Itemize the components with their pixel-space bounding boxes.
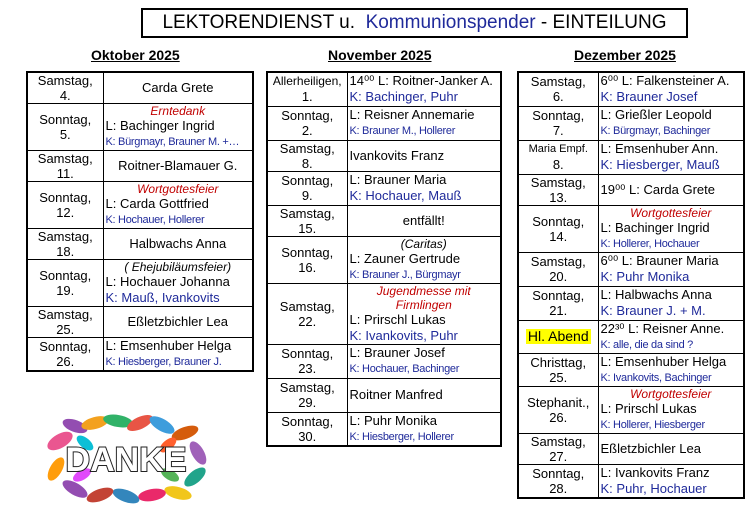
lector-line: L: Prirschl Lukas (349, 311, 446, 327)
date-cell (518, 205, 598, 252)
date-cell (267, 344, 347, 378)
reader-name: Ivankovits Franz (349, 147, 445, 163)
schedule-row (518, 72, 744, 106)
assignment-cell (347, 283, 501, 344)
communion-line: K: Bürgmayr, Bachinger (600, 125, 711, 137)
title-part-2: Kommunionspender (365, 12, 536, 33)
day-number: 16. (298, 259, 317, 275)
date-cell (518, 140, 598, 174)
communion-line: K: Puhr Monika (600, 269, 690, 284)
lector-line: L: Emsenhuber Helga (105, 338, 232, 353)
day-number: 27. (549, 448, 568, 464)
date-cell (27, 104, 103, 151)
day-number: 20. (549, 269, 568, 284)
november-schedule (266, 71, 502, 447)
assignment-cell (103, 151, 253, 182)
weekday-label: Sonntag, (532, 108, 585, 123)
assignment-cell (103, 229, 253, 260)
assignment-cell (347, 140, 501, 171)
schedule-row (267, 412, 501, 446)
communion-line: K: Puhr, Hochauer (600, 480, 707, 496)
date-cell (518, 433, 598, 464)
weekday-label: Samstag, (37, 229, 93, 244)
schedule-row (518, 252, 744, 286)
date-cell (518, 353, 598, 386)
lector-line: L: Carda Gottfried (105, 196, 209, 211)
schedule-row (27, 229, 253, 260)
lector-line: L: Halbwachs Anna (600, 287, 712, 302)
assignment-cell (347, 236, 501, 283)
reader-name: Eßletzbichler Lea (600, 440, 701, 456)
schedule-row (518, 140, 744, 174)
assignment-cell (598, 286, 744, 320)
day-number: 29. (298, 395, 317, 410)
schedule-row (267, 106, 501, 140)
date-cell (27, 338, 103, 372)
day-number: 7. (552, 123, 564, 138)
lector-line: 6⁰⁰ L: Falkensteiner A. (600, 73, 730, 89)
communion-line: K: Hiesberger, Hollerer (349, 430, 454, 443)
date-cell (518, 252, 598, 286)
weekday-label: Allerheiligen, (272, 74, 342, 89)
date-cell (518, 386, 598, 433)
event-note: Erntedank (150, 104, 206, 118)
reader-name: Eßletzbichler Lea (127, 314, 228, 329)
communion-line: K: Hochauer, Bachinger (349, 363, 460, 375)
assignment-cell (598, 464, 744, 498)
lector-line: L: Hochauer Johanna (105, 274, 230, 289)
schedule-row (518, 320, 744, 353)
reader-name: Roitner Manfred (349, 387, 443, 402)
assignment-cell (347, 412, 501, 446)
weekday-label: Sonntag, (532, 465, 585, 481)
date-cell (27, 307, 103, 338)
assignment-cell (347, 205, 501, 236)
schedule-row (267, 344, 501, 378)
title-part-3: - EINTEILUNG (535, 12, 667, 33)
reader-name: Roitner-Blamauer G. (118, 158, 238, 173)
date-cell (27, 72, 103, 104)
weekday-label: Sonntag, (39, 268, 92, 283)
communion-line: K: Bürgmayr, Brauner M. +… (105, 136, 240, 148)
lector-line: 6⁰⁰ L: Brauner Maria (600, 253, 719, 268)
schedule-row (27, 151, 253, 182)
assignment-cell (598, 386, 744, 433)
lector-line: L: Grießler Leopold (600, 107, 712, 122)
lector-line: L: Reisner Annemarie (349, 107, 475, 122)
date-cell (267, 283, 347, 344)
weekday-label: Samstag, (530, 254, 586, 269)
schedule-row (518, 286, 744, 320)
schedule-row (267, 236, 501, 283)
assignment-cell (347, 72, 501, 106)
lector-line: L: Emsenhuber Ann. (600, 141, 719, 156)
date-cell (267, 171, 347, 205)
assignment-cell (598, 140, 744, 174)
lector-line: L: Bachinger Ingrid (105, 118, 215, 133)
communion-line: K: Hiesberger, Mauß (600, 157, 720, 172)
lector-line: L: Bachinger Ingrid (600, 219, 710, 235)
assignment-cell (103, 104, 253, 151)
weekday-label: Sonntag, (39, 112, 92, 127)
day-number: 8. (301, 155, 313, 171)
schedule-row (518, 205, 744, 252)
communion-line: K: alle, die da sind ? (600, 338, 693, 351)
weekday-label: Sonntag, (281, 244, 334, 260)
day-number: 11. (56, 166, 74, 181)
weekday-label: Samstag, (279, 298, 335, 314)
day-number: 14. (549, 228, 568, 244)
communion-line: K: Brauner M., Hollerer (349, 125, 456, 137)
danke-text: DANKE (65, 441, 187, 479)
weekday-label: Samstag, (279, 140, 335, 156)
lector-line: L: Brauner Josef (349, 345, 445, 360)
day-number: 19. (56, 283, 75, 298)
day-number: 25. (56, 322, 75, 337)
danke-logo (40, 411, 213, 504)
day-number: 26. (549, 409, 568, 425)
schedule-row (518, 386, 744, 433)
assignment-cell (598, 106, 744, 140)
event-note: (Caritas) (400, 236, 447, 251)
weekday-label: Sonntag, (281, 413, 334, 429)
date-cell (518, 72, 598, 106)
day-number: 1. (301, 89, 313, 105)
day-number: 30. (298, 428, 317, 444)
date-cell (27, 151, 103, 182)
date-cell (267, 236, 347, 283)
schedule-row (267, 171, 501, 205)
month-heading-november: November 2025 (328, 47, 432, 63)
schedule-row (267, 283, 501, 344)
communion-line: K: Hollerer, Hiesberger (600, 418, 705, 431)
communion-line: K: Hollerer, Hochauer (600, 237, 700, 250)
communion-line: K: Hochauer, Hollerer (105, 214, 205, 226)
lector-line: L: Emsenhuber Helga (600, 353, 727, 369)
lector-line: L: Brauner Maria (349, 172, 447, 187)
weekday-label: Samstag, (530, 174, 586, 190)
assignment-cell (598, 320, 744, 353)
weekday-label: Samstag, (530, 74, 586, 90)
assignment-cell (598, 252, 744, 286)
weekday-label: Samstag, (37, 151, 93, 166)
date-cell (267, 106, 347, 140)
day-number: 18. (56, 244, 75, 259)
assignment-cell (103, 72, 253, 104)
day-number: 2. (301, 123, 313, 138)
day-number: 12. (56, 205, 75, 220)
lector-line: L: Puhr Monika (349, 412, 437, 428)
schedule-row (267, 140, 501, 171)
assignment-cell (103, 182, 253, 229)
weekday-label: Stephanit., (527, 394, 590, 410)
schedule-row (518, 353, 744, 386)
day-number: 22. (298, 313, 317, 329)
assignment-cell (598, 353, 744, 386)
day-number: 6. (552, 89, 564, 105)
assignment-cell (347, 106, 501, 140)
date-cell (267, 205, 347, 236)
lector-line: 14⁰⁰ L: Roitner-Janker A. (349, 73, 493, 89)
assignment-cell (598, 174, 744, 205)
assignment-cell (598, 205, 744, 252)
lector-line: L: Ivankovits Franz (600, 464, 710, 480)
communion-line: K: Bachinger, Puhr (349, 89, 458, 105)
reader-name: Halbwachs Anna (129, 236, 227, 251)
weekday-label: Sonntag, (281, 346, 334, 361)
danke-leaves-image (40, 411, 213, 504)
day-number: 15. (298, 220, 317, 236)
communion-line: K: Brauner Josef (600, 89, 698, 105)
day-number: 26. (56, 354, 75, 369)
month-heading-december: Dezember 2025 (574, 47, 676, 63)
schedule-row (518, 106, 744, 140)
schedule-row (518, 433, 744, 464)
communion-line: K: Hiesberger, Brauner J. (105, 356, 222, 368)
event-note: Jugendmesse mit (376, 283, 471, 298)
day-number: 25. (549, 369, 568, 385)
assignment-cell (103, 307, 253, 338)
day-number: 5. (59, 127, 71, 142)
weekday-label: Sonntag, (39, 339, 92, 354)
event-note: Wortgottesfeier (630, 205, 712, 220)
weekday-label: Sonntag, (281, 173, 334, 188)
schedule-row (27, 307, 253, 338)
date-cell (27, 182, 103, 229)
day-number: 21. (549, 303, 568, 318)
day-number: 8. (552, 157, 564, 172)
date-cell (267, 378, 347, 412)
date-cell (518, 464, 598, 498)
schedule-row (267, 378, 501, 412)
communion-line: K: Mauß, Ivankovits (105, 290, 220, 305)
date-cell (267, 412, 347, 446)
schedule-row (518, 174, 744, 205)
schedule-row (27, 72, 253, 104)
assignment-cell (347, 344, 501, 378)
page-title (141, 8, 688, 38)
date-cell (518, 174, 598, 205)
reader-name: Carda Grete (141, 80, 214, 95)
weekday-label: Samstag, (279, 380, 335, 395)
day-number: 13. (549, 189, 568, 205)
weekday-label: Christtag, (530, 354, 587, 370)
communion-line: K: Ivankovits, Puhr (349, 327, 458, 343)
schedule-row (518, 464, 744, 498)
weekday-label: Samstag, (37, 307, 93, 322)
lector-line: L: Prirschl Lukas (600, 400, 697, 416)
month-heading-october: Oktober 2025 (91, 47, 180, 63)
day-number: 9. (301, 188, 313, 203)
weekday-label: Maria Empf. (528, 143, 588, 155)
assignment-cell (598, 72, 744, 106)
communion-line: K: Brauner J., Bürgmayr (349, 268, 461, 281)
date-cell (27, 229, 103, 260)
weekday-label: Sonntag, (532, 288, 585, 303)
weekday-label: Sonntag, (281, 108, 334, 123)
weekday-label: Hl. Abend (527, 328, 589, 344)
communion-line: K: Brauner J. + M. (600, 303, 706, 318)
day-number: 28. (549, 480, 568, 496)
date-cell (267, 72, 347, 106)
date-cell (518, 106, 598, 140)
reader-name: entfällt! (402, 212, 445, 228)
lector-line: 22³⁰ L: Reisner Anne. (600, 320, 725, 336)
weekday-label: Sonntag, (532, 213, 585, 229)
assignment-cell (347, 171, 501, 205)
schedule-row (27, 104, 253, 151)
title-part-1: LEKTORENDIENST u. (162, 12, 355, 33)
day-number: 4. (59, 88, 71, 103)
october-schedule (26, 71, 254, 372)
schedule-row (27, 182, 253, 229)
lector-line: L: Zauner Gertrude (349, 250, 461, 266)
schedule-row (27, 260, 253, 307)
date-cell (518, 286, 598, 320)
weekday-label: Sonntag, (39, 190, 92, 205)
communion-line: K: Ivankovits, Bachinger (600, 371, 712, 384)
schedule-row (267, 72, 501, 106)
weekday-label: Samstag, (279, 205, 335, 221)
assignment-cell (347, 378, 501, 412)
december-schedule (517, 71, 745, 499)
weekday-label: Samstag, (37, 73, 93, 88)
event-note: Wortgottesfeier (137, 182, 219, 196)
date-cell (518, 320, 598, 353)
assignment-cell (598, 433, 744, 464)
assignment-cell (103, 338, 253, 372)
date-cell (267, 140, 347, 171)
schedule-row (27, 338, 253, 372)
communion-line: K: Hochauer, Mauß (349, 188, 462, 203)
date-cell (27, 260, 103, 307)
schedule-row (267, 205, 501, 236)
event-note: ( Ehejubiläumsfeier) (124, 260, 232, 274)
event-note: Wortgottesfeier (630, 386, 712, 401)
assignment-cell (103, 260, 253, 307)
weekday-label: Samstag, (530, 433, 586, 449)
reader-name: 19⁰⁰ L: Carda Grete (600, 181, 715, 197)
event-note: Firmlingen (395, 297, 452, 312)
day-number: 23. (298, 361, 317, 376)
